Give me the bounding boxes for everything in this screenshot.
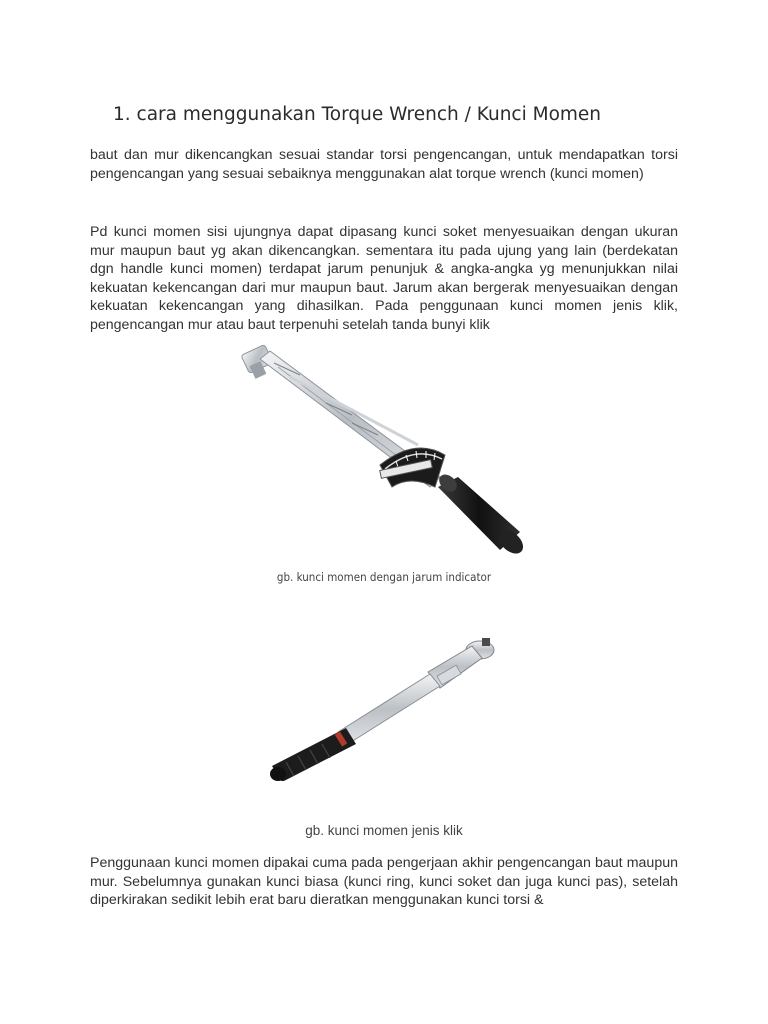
dial-torque-wrench-icon: [230, 337, 530, 562]
figure-caption-click: gb. kunci momen jenis klik: [305, 823, 463, 838]
click-torque-wrench-figure: [268, 636, 498, 781]
click-torque-wrench-icon: [268, 636, 498, 781]
paragraph-intro: baut dan mur dikencangkan sesuai standar torsi pengencangan, untuk mendapatkan torsi pengencangan yang sesuai sebaiknya menggunakan alat torque wrench (kunci momen): [90, 147, 678, 182]
figure-caption-dial: gb. kunci momen dengan jarum indicator: [276, 570, 492, 584]
paragraph-description: Pd kunci momen sisi ujungnya dapat dipasang kunci soket menyesuaikan dengan ukuran mur maupun baut yg akan dikencangkan. sementara itu pada ujung yang lain (berdekatan dgn handle kunci momen) terdapat jarum penunjuk & angka-angka yg menunjukkan nilai kekuatan kekencangan dari mur maupun baut. Jarum akan bergerak menyesuaikan dengan kekuatan kekencangan yang dihasilkan. Pada penggunaan kunci momen jenis klik, pengencangan mur atau baut terpenuhi setelah tanda bunyi klik: [90, 224, 678, 333]
section-heading: [113, 104, 601, 125]
dial-torque-wrench-figure: [230, 337, 530, 562]
heading-number: 1.: [113, 104, 131, 125]
heading-title: cara menggunakan Torque Wrench / Kunci Momen: [136, 104, 602, 125]
paragraph-usage: Penggunaan kunci momen dipakai cuma pada pengerjaan akhir pengencangan baut maupun mur. Sebelumnya gunakan kunci biasa (kunci ring, kunci soket dan juga kunci pas), setelah diperkirakan sedikit lebih erat baru dieratkan menggunakan kunci torsi &: [90, 855, 678, 908]
